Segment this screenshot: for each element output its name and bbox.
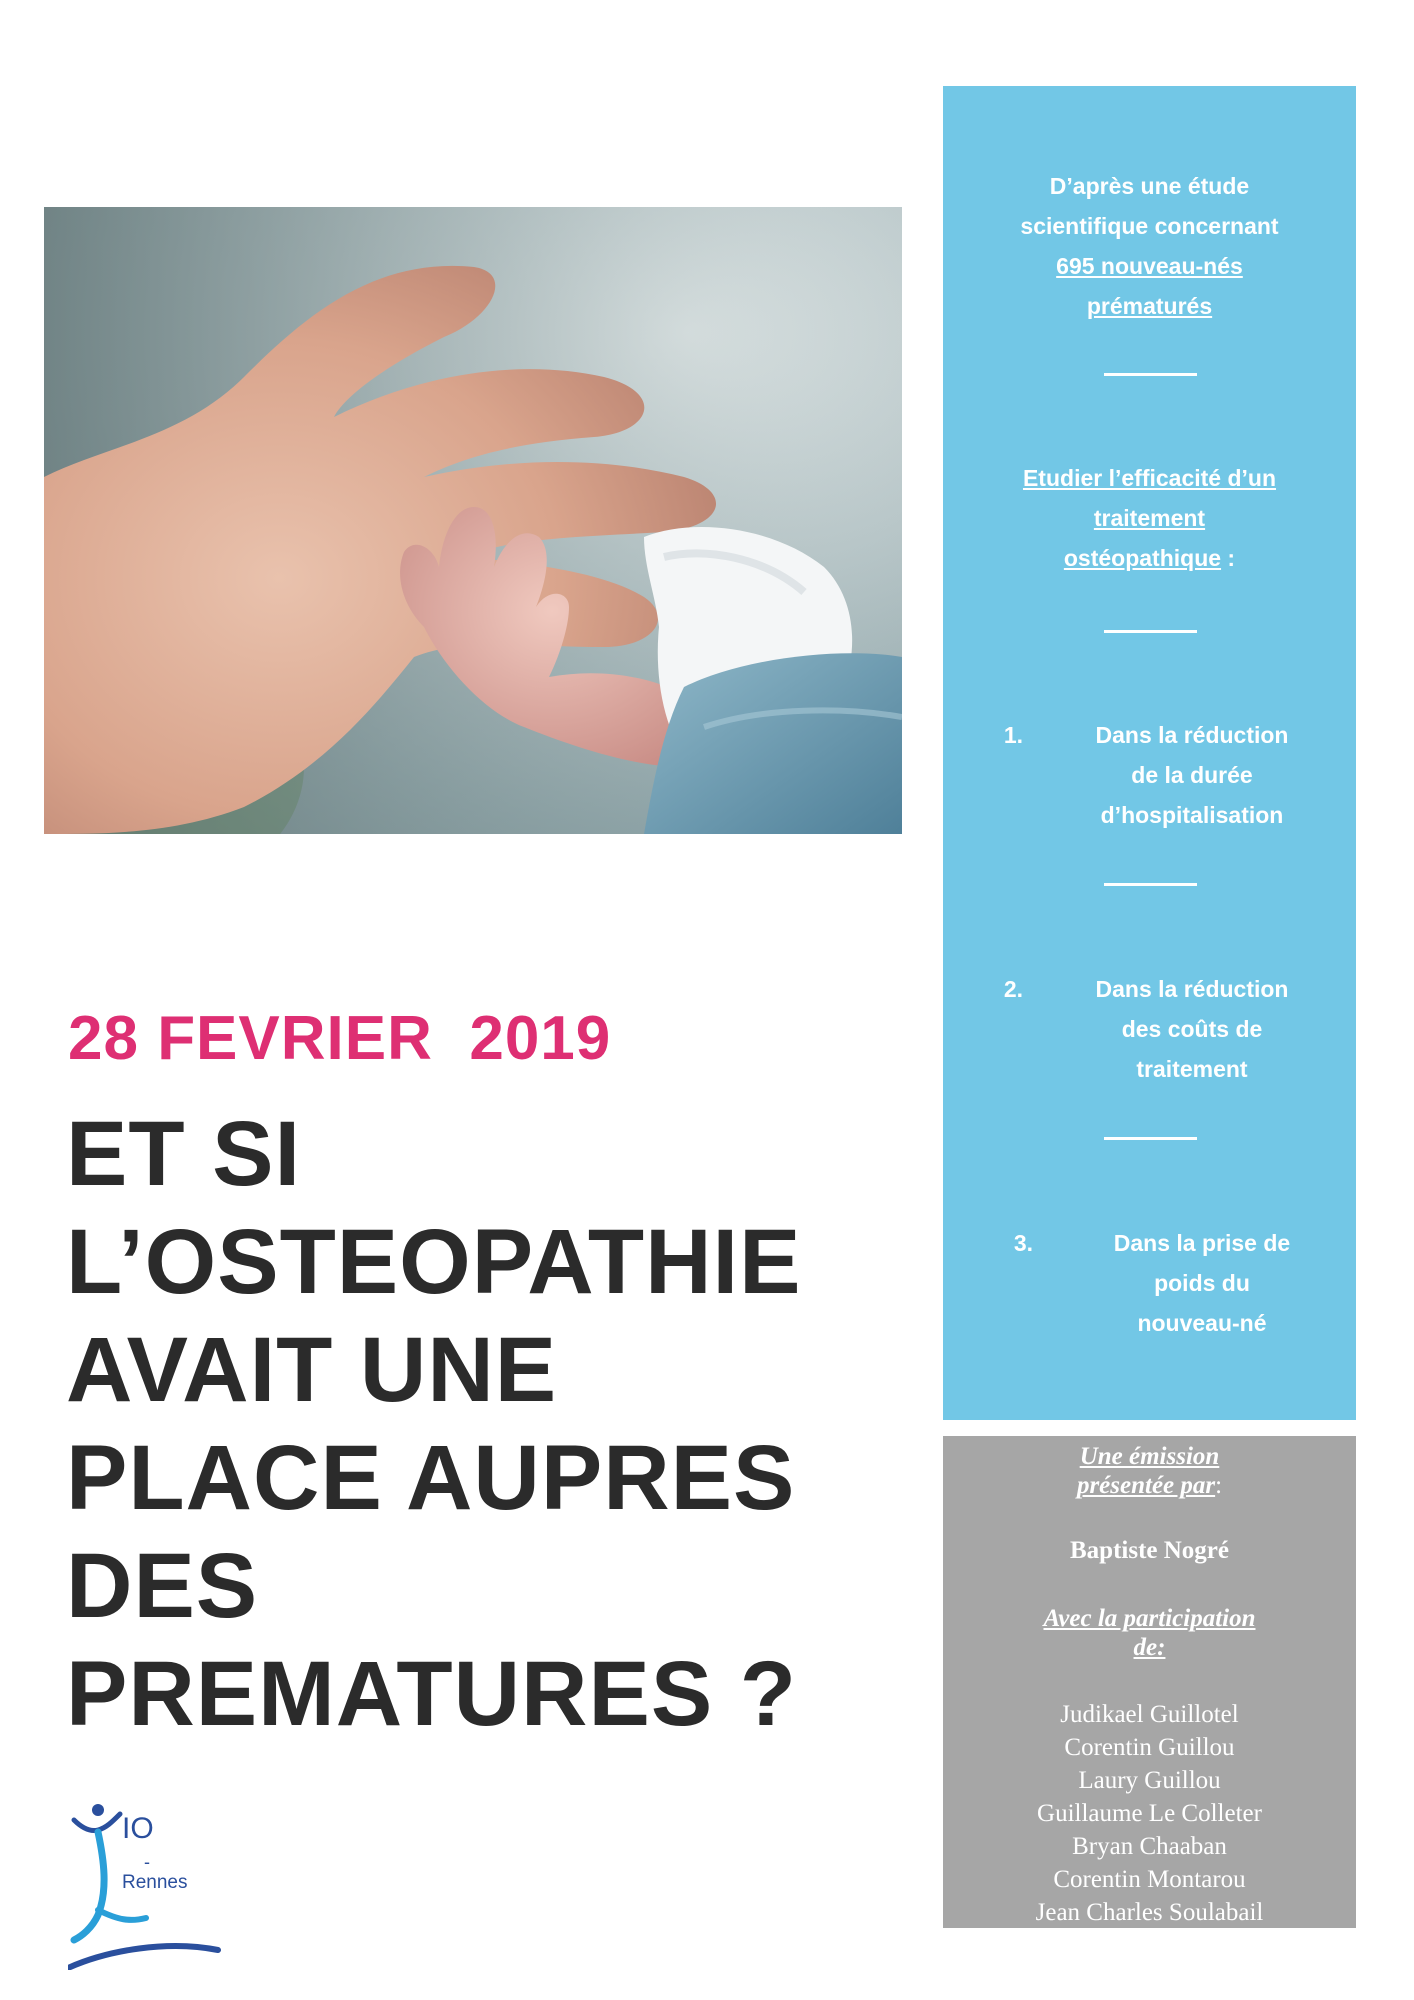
list-item-line: traitement <box>1136 1056 1248 1082</box>
divider <box>1104 883 1197 886</box>
participant-name: Laury Guillou <box>1078 1767 1221 1794</box>
label-line: de: <box>1133 1634 1166 1661</box>
participants-list <box>943 1698 1356 1929</box>
study-intro <box>963 166 1336 326</box>
study-underlined-line: Etudier l’efficacité d’un <box>1022 465 1277 491</box>
event-date: 28 FEVRIER 2019 <box>68 1004 612 1073</box>
list-item-line: nouveau-né <box>1137 1310 1267 1336</box>
premature-baby-hand-photo-icon <box>44 207 902 834</box>
logo-dash: - <box>144 1852 150 1872</box>
headline-line: ET SI <box>66 1103 302 1205</box>
list-item-number: 1. <box>1003 722 1023 748</box>
participant-name: Judikael Guillotel <box>1060 1701 1239 1728</box>
presented-by-label <box>943 1442 1356 1500</box>
participant-name: Corentin Montarou <box>1053 1866 1246 1893</box>
io-rennes-logo <box>68 1800 228 1970</box>
list-item-text <box>1061 715 1323 835</box>
headline-line: DES <box>66 1535 259 1637</box>
list-item-line: Dans la prise de <box>1113 1230 1291 1256</box>
list-item-number: 3. <box>1013 1230 1033 1256</box>
list-item-line: d’hospitalisation <box>1100 802 1284 828</box>
headline-line: PREMATURES ? <box>66 1643 797 1745</box>
hero-photo <box>44 207 902 834</box>
presenter-name: Baptiste Nogré <box>1070 1537 1229 1564</box>
intro-underlined-line: prématurés <box>1086 293 1213 319</box>
intro-line: D’après une étude <box>1049 173 1250 199</box>
label-colon: : <box>1215 1472 1223 1499</box>
headline-line: L’OSTEOPATHIE <box>66 1211 802 1313</box>
study-info-panel <box>943 86 1356 1420</box>
headline-line: PLACE AUPRES <box>66 1427 796 1529</box>
credits-panel <box>943 1436 1356 1928</box>
study-underlined-line: traitement <box>1093 505 1206 531</box>
participation-label <box>943 1604 1356 1662</box>
list-item-line: des coûts de <box>1121 1016 1263 1042</box>
intro-underlined-line: 695 nouveau-nés <box>1056 253 1243 279</box>
headline <box>66 1100 916 1748</box>
list-item-line: Dans la réduction <box>1095 722 1289 748</box>
list-item-line: de la durée <box>1131 762 1253 788</box>
intro-line: scientifique concernant <box>1020 213 1279 239</box>
label-line: Une émission <box>1079 1443 1220 1470</box>
participant-name: Bryan Chaaban <box>1072 1833 1227 1860</box>
list-item-text <box>1071 1223 1333 1343</box>
logo-text: IO <box>122 1812 154 1845</box>
participant-name: Jean Charles Soulabail <box>1035 1899 1264 1926</box>
study-colon: : <box>1221 545 1236 571</box>
label-line: Avec la participation <box>1043 1605 1256 1632</box>
headline-line: AVAIT UNE <box>66 1319 558 1421</box>
list-item-line: Dans la réduction <box>1095 976 1289 1002</box>
list-item-number: 2. <box>1003 976 1023 1002</box>
participant-name: Corentin Guillou <box>1064 1734 1235 1761</box>
list-item-line: poids du <box>1154 1270 1250 1296</box>
study-goal <box>963 458 1336 578</box>
divider <box>1104 1137 1197 1140</box>
study-underlined-word: ostéopathique <box>1063 545 1222 571</box>
participant-name: Guillaume Le Colleter <box>1037 1800 1262 1827</box>
divider <box>1104 373 1197 376</box>
logo-city: Rennes <box>122 1872 188 1893</box>
label-line: présentée par <box>1076 1472 1216 1499</box>
divider <box>1104 630 1197 633</box>
list-item-text <box>1061 969 1323 1089</box>
